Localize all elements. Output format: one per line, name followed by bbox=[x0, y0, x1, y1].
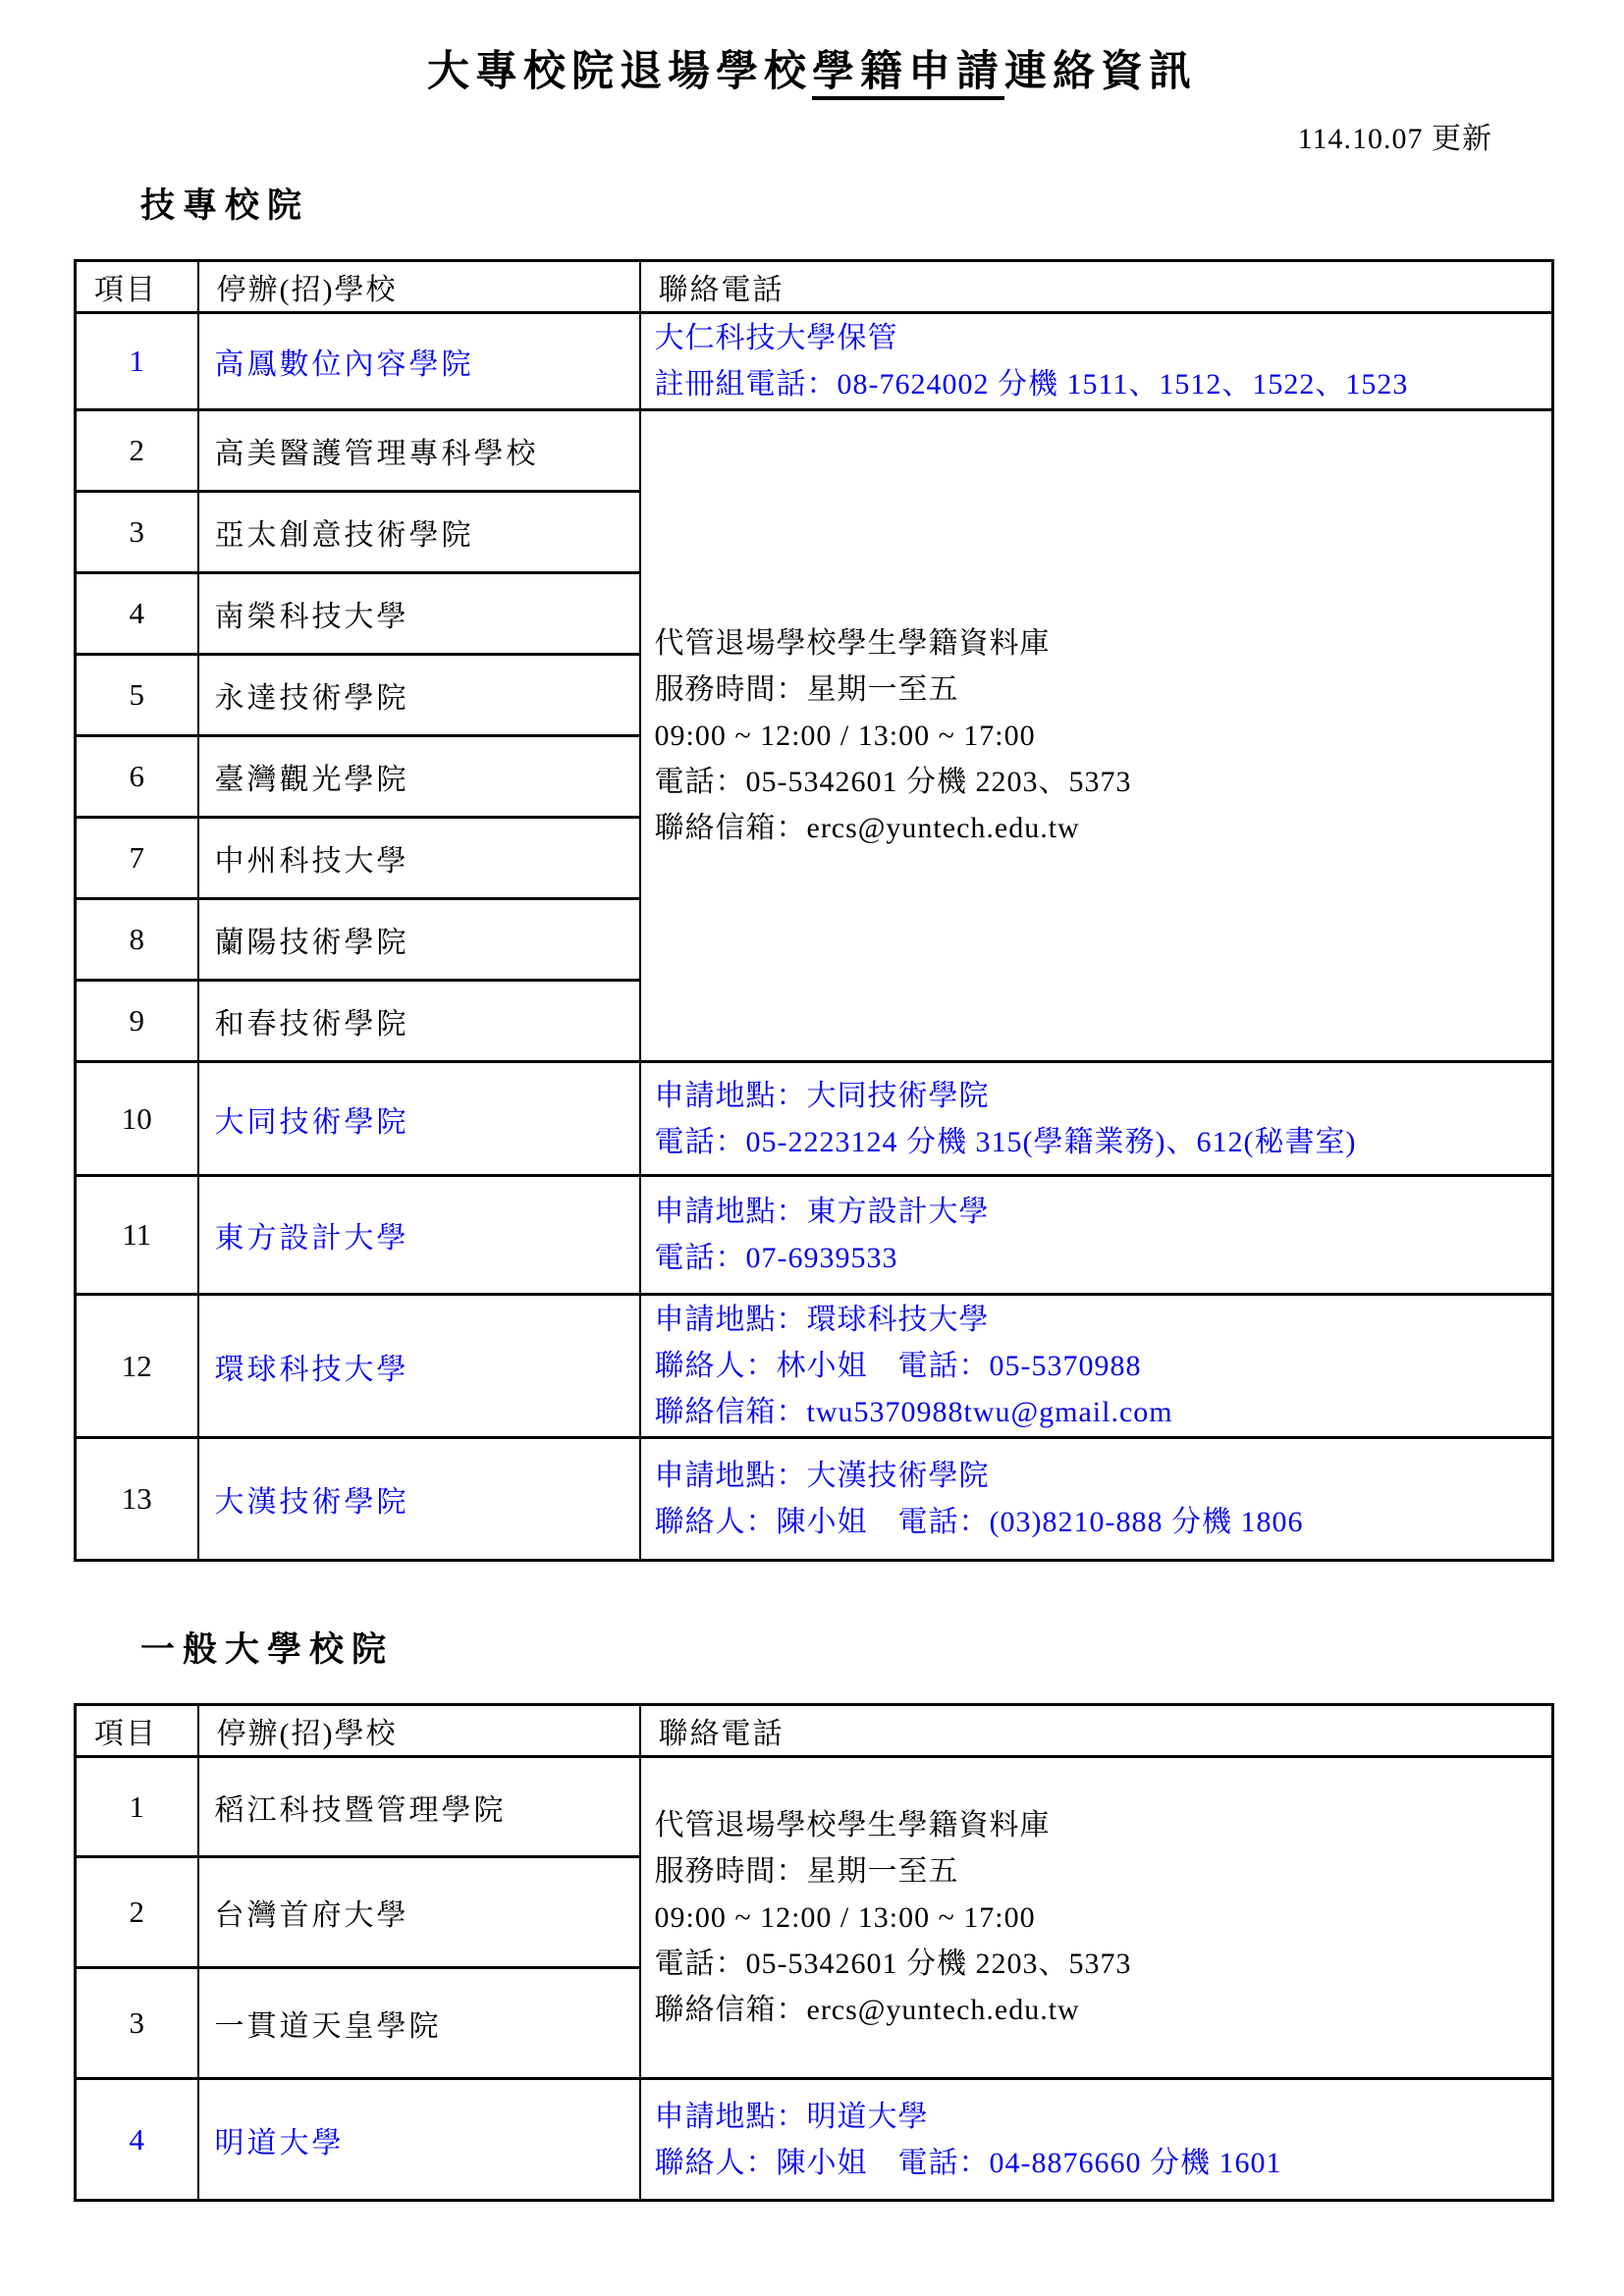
column-header: 聯絡電話 bbox=[640, 1705, 1553, 1757]
school-name: 大漢技術學院 bbox=[198, 1438, 640, 1561]
item-number: 11 bbox=[76, 1176, 198, 1295]
item-number: 2 bbox=[76, 1857, 198, 1968]
item-number: 3 bbox=[76, 1968, 198, 2079]
contact-line: 服務時間：星期一至五 bbox=[654, 673, 959, 706]
item-number: 5 bbox=[76, 655, 198, 736]
school-name: 一貫道天皇學院 bbox=[198, 1968, 640, 2079]
item-number: 7 bbox=[76, 818, 198, 899]
contact-line: 代管退場學校學生學籍資料庫 bbox=[654, 1809, 1051, 1842]
sections-container bbox=[0, 179, 1624, 2202]
school-name: 和春技術學院 bbox=[198, 981, 640, 1062]
school-name: 東方設計大學 bbox=[198, 1176, 640, 1295]
contact-info-cell bbox=[640, 1757, 1553, 2079]
school-name: 高鳳數位內容學院 bbox=[198, 313, 640, 410]
document-section-1 bbox=[0, 179, 1624, 1562]
section-heading: 一般大學校院 bbox=[140, 1630, 395, 1669]
table-row bbox=[76, 1176, 1553, 1295]
school-name: 臺灣觀光學院 bbox=[198, 736, 640, 818]
contact-line: 申請地點：環球科技大學 bbox=[654, 1304, 990, 1336]
column-header: 停辦(招)學校 bbox=[198, 1705, 640, 1757]
item-number: 1 bbox=[76, 313, 198, 410]
header-row bbox=[76, 1705, 1553, 1757]
header-row bbox=[76, 261, 1553, 313]
column-header: 項目 bbox=[76, 261, 198, 313]
contact-table bbox=[74, 259, 1554, 1562]
contact-line: 申請地點：東方設計大學 bbox=[654, 1196, 990, 1228]
school-name: 亞太創意技術學院 bbox=[198, 492, 640, 573]
item-number: 3 bbox=[76, 492, 198, 573]
item-number: 13 bbox=[76, 1438, 198, 1561]
item-number: 4 bbox=[76, 2079, 198, 2201]
contact-line: 聯絡人：陳小姐 電話：(03)8210-888 分機 1806 bbox=[654, 1506, 1304, 1538]
school-name: 永達技術學院 bbox=[198, 655, 640, 736]
contact-line: 聯絡人：林小姐 電話：05-5370988 bbox=[654, 1350, 1142, 1382]
contact-line: 申請地點：明道大學 bbox=[654, 2100, 929, 2133]
contact-line: 代管退場學校學生學籍資料庫 bbox=[654, 627, 1051, 660]
contact-table bbox=[74, 1703, 1554, 2202]
contact-line: 聯絡信箱：ercs@yuntech.edu.tw bbox=[654, 812, 1080, 844]
item-number: 9 bbox=[76, 981, 198, 1062]
item-number: 12 bbox=[76, 1295, 198, 1438]
contact-line: 大仁科技大學保管 bbox=[654, 322, 898, 354]
contact-line: 申請地點：大漢技術學院 bbox=[654, 1460, 990, 1492]
school-name: 南榮科技大學 bbox=[198, 573, 640, 655]
contact-line: 聯絡人：陳小姐 電話：04-8876660 分機 1601 bbox=[654, 2146, 1282, 2179]
school-name: 中州科技大學 bbox=[198, 818, 640, 899]
contact-line: 申請地點：大同技術學院 bbox=[654, 1079, 990, 1112]
table-row bbox=[76, 1438, 1553, 1561]
item-number: 8 bbox=[76, 899, 198, 981]
item-number: 2 bbox=[76, 410, 198, 492]
table-row bbox=[76, 2079, 1553, 2201]
title-underlined-text: 學籍申請 bbox=[812, 49, 1004, 100]
school-name: 稻江科技暨管理學院 bbox=[198, 1757, 640, 1857]
contact-line: 聯絡信箱：ercs@yuntech.edu.tw bbox=[654, 1994, 1080, 2026]
document-section-2 bbox=[0, 1623, 1624, 2202]
item-number: 1 bbox=[76, 1757, 198, 1857]
contact-line: 09:00 ~ 12:00 / 13:00 ~ 17:00 bbox=[654, 1901, 1036, 1934]
table-row bbox=[76, 313, 1553, 410]
contact-info-cell bbox=[640, 1438, 1553, 1561]
contact-info-cell bbox=[640, 1062, 1553, 1176]
contact-info-cell bbox=[640, 313, 1553, 410]
school-name: 環球科技大學 bbox=[198, 1295, 640, 1438]
contact-line: 電話：05-5342601 分機 2203、5373 bbox=[654, 766, 1132, 798]
contact-info-cell bbox=[640, 2079, 1553, 2201]
school-name: 大同技術學院 bbox=[198, 1062, 640, 1176]
page-title bbox=[0, 0, 1624, 102]
table-row bbox=[76, 1757, 1553, 1857]
contact-line: 電話：07-6939533 bbox=[654, 1242, 898, 1274]
table-row bbox=[76, 1295, 1553, 1438]
contact-line: 註冊組電話：08-7624002 分機 1511、1512、1522、1523 bbox=[654, 368, 1409, 400]
contact-info-cell bbox=[640, 1295, 1553, 1438]
item-number: 4 bbox=[76, 573, 198, 655]
contact-line: 09:00 ~ 12:00 / 13:00 ~ 17:00 bbox=[654, 720, 1036, 752]
item-number: 10 bbox=[76, 1062, 198, 1176]
contact-line: 電話：05-2223124 分機 315(學籍業務)、612(秘書室) bbox=[654, 1125, 1357, 1158]
school-name: 蘭陽技術學院 bbox=[198, 899, 640, 981]
table-row bbox=[76, 1062, 1553, 1176]
school-name: 台灣首府大學 bbox=[198, 1857, 640, 1968]
updated-date: 114.10.07 更新 bbox=[1297, 123, 1492, 155]
school-name: 高美醫護管理專科學校 bbox=[198, 410, 640, 492]
section-heading: 技專校院 bbox=[140, 187, 310, 225]
column-header: 聯絡電話 bbox=[640, 261, 1553, 313]
title-prefix: 大專校院退場學校 bbox=[427, 49, 812, 95]
contact-info-cell bbox=[640, 410, 1553, 1062]
contact-info-cell bbox=[640, 1176, 1553, 1295]
column-header: 停辦(招)學校 bbox=[198, 261, 640, 313]
school-name: 明道大學 bbox=[198, 2079, 640, 2201]
column-header: 項目 bbox=[76, 1705, 198, 1757]
contact-line: 聯絡信箱：twu5370988twu@gmail.com bbox=[654, 1396, 1173, 1428]
title-suffix: 連絡資訊 bbox=[1004, 49, 1197, 95]
contact-line: 電話：05-5342601 分機 2203、5373 bbox=[654, 1948, 1132, 1980]
item-number: 6 bbox=[76, 736, 198, 818]
table-row bbox=[76, 410, 1553, 492]
contact-line: 服務時間：星期一至五 bbox=[654, 1855, 959, 1888]
